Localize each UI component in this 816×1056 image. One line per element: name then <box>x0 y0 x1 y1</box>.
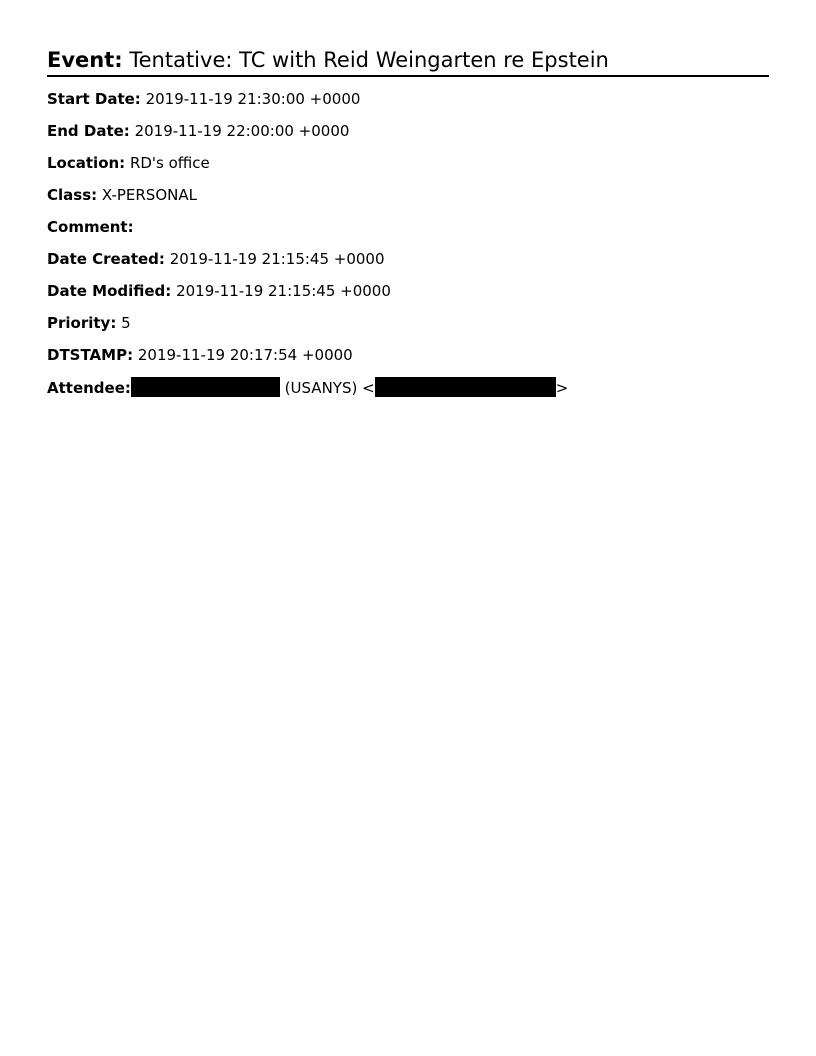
start-date-label: Start Date: <box>47 90 141 108</box>
class-value: X-PERSONAL <box>101 186 197 204</box>
date-created-label: Date Created: <box>47 250 165 268</box>
attendee-label: Attendee: <box>47 379 131 397</box>
dtstamp-label: DTSTAMP: <box>47 346 134 364</box>
redacted-attendee-email <box>375 377 556 397</box>
dtstamp-value: 2019-11-19 20:17:54 +0000 <box>137 346 353 364</box>
date-modified-label: Date Modified: <box>47 282 172 300</box>
location-value: RD's office <box>129 154 210 172</box>
end-date-row <box>47 121 769 141</box>
location-label: Location: <box>47 154 126 172</box>
priority-value: 5 <box>121 314 131 332</box>
calendar-event-document <box>47 46 769 398</box>
redacted-attendee-name <box>131 377 280 397</box>
event-title: Tentative: TC with Reid Weingarten re Epstein <box>129 48 609 72</box>
dtstamp-row <box>47 345 769 365</box>
event-title-row <box>47 46 769 77</box>
class-label: Class: <box>47 186 98 204</box>
start-date-value: 2019-11-19 21:30:00 +0000 <box>145 90 361 108</box>
end-date-label: End Date: <box>47 122 130 140</box>
end-date-value: 2019-11-19 22:00:00 +0000 <box>134 122 350 140</box>
attendee-email-close-bracket: > <box>555 379 569 397</box>
attendee-email-open-bracket: < <box>362 379 375 397</box>
comment-row <box>47 217 769 237</box>
start-date-row <box>47 89 769 109</box>
priority-row <box>47 313 769 333</box>
priority-label: Priority: <box>47 314 117 332</box>
attendee-org: (USANYS) <box>284 379 358 397</box>
date-modified-row <box>47 281 769 301</box>
location-row <box>47 153 769 173</box>
attendee-row <box>47 377 769 398</box>
date-modified-value: 2019-11-19 21:15:45 +0000 <box>176 282 391 300</box>
class-row <box>47 185 769 205</box>
comment-label: Comment: <box>47 218 134 236</box>
date-created-value: 2019-11-19 21:15:45 +0000 <box>169 250 385 268</box>
event-label: Event: <box>47 48 123 72</box>
date-created-row <box>47 249 769 269</box>
